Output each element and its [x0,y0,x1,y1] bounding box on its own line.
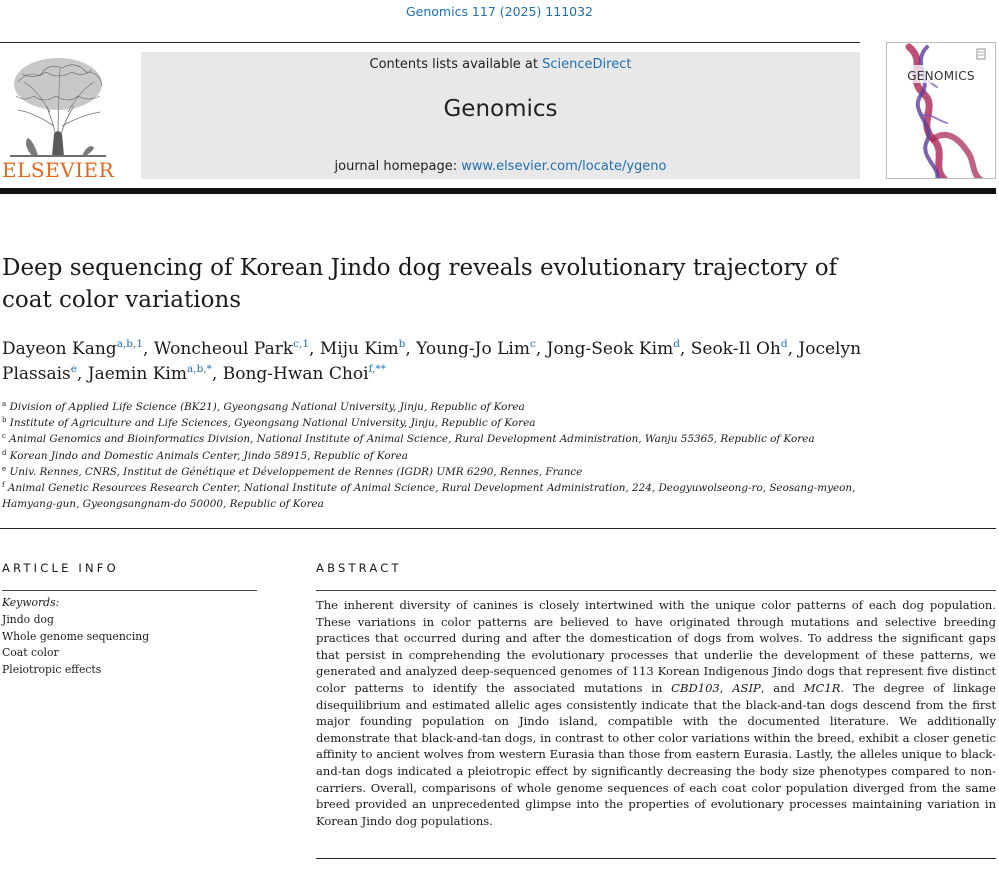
journal-citation[interactable]: Genomics 117 (2025) 111032 [405,4,594,19]
journal-banner [141,52,860,179]
cover-title: GENOMICS [907,69,975,83]
journal-cover[interactable] [886,42,996,179]
header-thick-rule [0,188,996,194]
keyword-item: Coat color [2,646,59,659]
abstract-separator: , [719,680,733,695]
author-name[interactable]: Woncheoul Park [153,339,294,359]
author-affiliation-marker[interactable]: e [70,362,77,375]
author-separator: , [787,339,799,359]
affiliation-text: Division of Applied Life Science (BK21), Gyeongsang National University, Jinju, Republic of Korea [9,401,525,413]
keyword-item: Pleiotropic effects [2,662,102,676]
abstract-bottom-rule [316,858,996,859]
author-affiliation-marker[interactable]: a,b,* [186,362,212,375]
article-title: Deep sequencing of Korean Jindo dog reveals evolutionary trajectory of coat color variations [2,255,838,313]
author-separator: , [309,339,320,359]
affiliation-label: d [2,448,7,457]
homepage-line [141,159,860,174]
author-affiliation-marker[interactable]: d [780,338,788,350]
author-name[interactable]: Seok-Il Oh [690,339,781,359]
author-separator: , [211,363,223,384]
affiliation-text: Animal Genetic Resources Research Center, National Institute of Animal Science, Rural Development Administration, 224, Deogyuwolseong-ro, Seosang-myeon, Hamyang-gun, Gyeongsangnam-do 50000, Republic of Korea [2,482,856,511]
header-rule [0,42,860,43]
abstract-rule [316,590,996,591]
keyword-list [2,612,149,678]
keyword-item: Whole genome sequencing [2,629,150,643]
affiliation-item [2,480,862,512]
author-affiliation-marker[interactable]: a,b,1 [116,338,144,350]
keyword-item: Jindo dog [2,613,54,626]
affiliation-label: f [2,481,5,490]
author-separator: , [143,339,154,359]
affiliation-label: e [2,464,7,473]
contents-prefix: Contents lists available at [369,57,543,72]
section-rule [0,528,996,529]
dna-helix-cover-art [887,43,996,179]
author-affiliation-marker[interactable]: c [529,338,536,350]
article-info-heading: ARTICLE INFO [2,561,119,575]
publisher-wordmark: ELSEVIER [2,158,115,182]
journal-name: Genomics [443,96,558,122]
keywords-label: Keywords: [2,596,60,609]
affiliation-label: c [2,432,6,441]
abstract-separator: , and [760,680,804,695]
affiliation-item [2,431,862,447]
author-name[interactable]: Dayeon Kang [2,339,117,359]
author-name[interactable]: Jaemin Kim [87,363,187,384]
affiliation-item [2,464,862,480]
affiliation-label: a [2,400,7,408]
contents-line [141,57,860,72]
journal-homepage-link[interactable]: www.elsevier.com/locate/ygeno [461,159,667,174]
author-separator: , [405,339,417,359]
homepage-prefix: journal homepage: [334,159,462,174]
gene-name-mc1r: MC1R [803,680,841,695]
author-affiliation-marker[interactable]: c,1 [293,338,310,350]
author-separator: , [679,339,691,359]
affiliation-text: Korean Jindo and Domestic Animals Center, Jindo 58915, Republic of Korea [9,449,408,462]
author-name[interactable]: Bong-Hwan Choi [222,363,369,384]
affiliation-item [2,399,862,415]
author-name[interactable]: Jocelyn Plassais [2,339,862,384]
sciencedirect-link[interactable]: ScienceDirect [542,57,632,72]
article-info-rule [2,590,257,591]
abstract-part-1: The inherent diversity of canines is closely intertwined with the unique color patterns of each dog population. These variations in color patterns are believed to have originated through mutations and selective breeding practices that occurred during and after the domestication of dogs from wolves. To address the significant gaps that persist in comprehending the evolutionary processes that underlie the development of these patterns, we generated and analyzed deep-sequenced genomes of 113 Korean Indigenous Jindo dogs that represent five distinct color patterns to identify the associated mutations in [316,598,996,695]
author-affiliation-marker[interactable]: b [398,338,406,350]
author-name[interactable]: Miju Kim [319,339,399,359]
author-list [2,337,862,386]
abstract-part-2: . The degree of linkage disequilibrium and estimated allelic ages consistently indicate that the black-and-tan dogs descend from the first major founding population on Jindo island, compatible with the documented literature. We additionally demonstrate that black-and-tan dogs, in contrast to other color variations within the breed, exhibit a closer genetic affinity to ancient wolves from western Eurasia than those from eastern Eurasia. Lastly, the alleles unique to black-and-tan dogs indicated a pleiotropic effect by significantly decreasing the body size phenotypes compared to non-carriers. Overall, comparisons of whole genome sequences of each coat color population diverged from the same breed provided an unprecedented glimpse into the properties of evolutionary processes maintaining variation in Korean Jindo dog populations. [316,680,996,828]
author-separator: , [535,339,547,359]
author-affiliation-marker[interactable]: d [673,338,680,350]
gene-name-asip: ASIP [732,680,761,695]
affiliation-item [2,415,862,431]
gene-name-cbd103: CBD103 [671,680,720,695]
abstract-text [316,597,996,829]
author-name[interactable]: Jong-Seok Kim [546,339,674,359]
author-name[interactable]: Young-Jo Lim [416,339,530,359]
author-separator: , [76,363,88,384]
abstract-heading: ABSTRACT [316,561,402,575]
affiliation-text: Animal Genomics and Bioinformatics Division, National Institute of Animal Science, Rural Development Administration, Wanju 55365, Republic of Korea [9,433,815,446]
affiliation-text: Univ. Rennes, CNRS, Institut de Génétique et Développement de Rennes (IGDR) UMR 6290, Rennes, France [9,465,583,478]
author-affiliation-marker[interactable]: f,** [368,362,386,375]
affiliation-text: Institute of Agriculture and Life Sciences, Gyeongsang National University, Jinju, Republic of Korea [9,417,536,430]
affiliation-label: b [2,416,7,425]
affiliation-list [2,399,862,512]
affiliation-item [2,448,862,464]
